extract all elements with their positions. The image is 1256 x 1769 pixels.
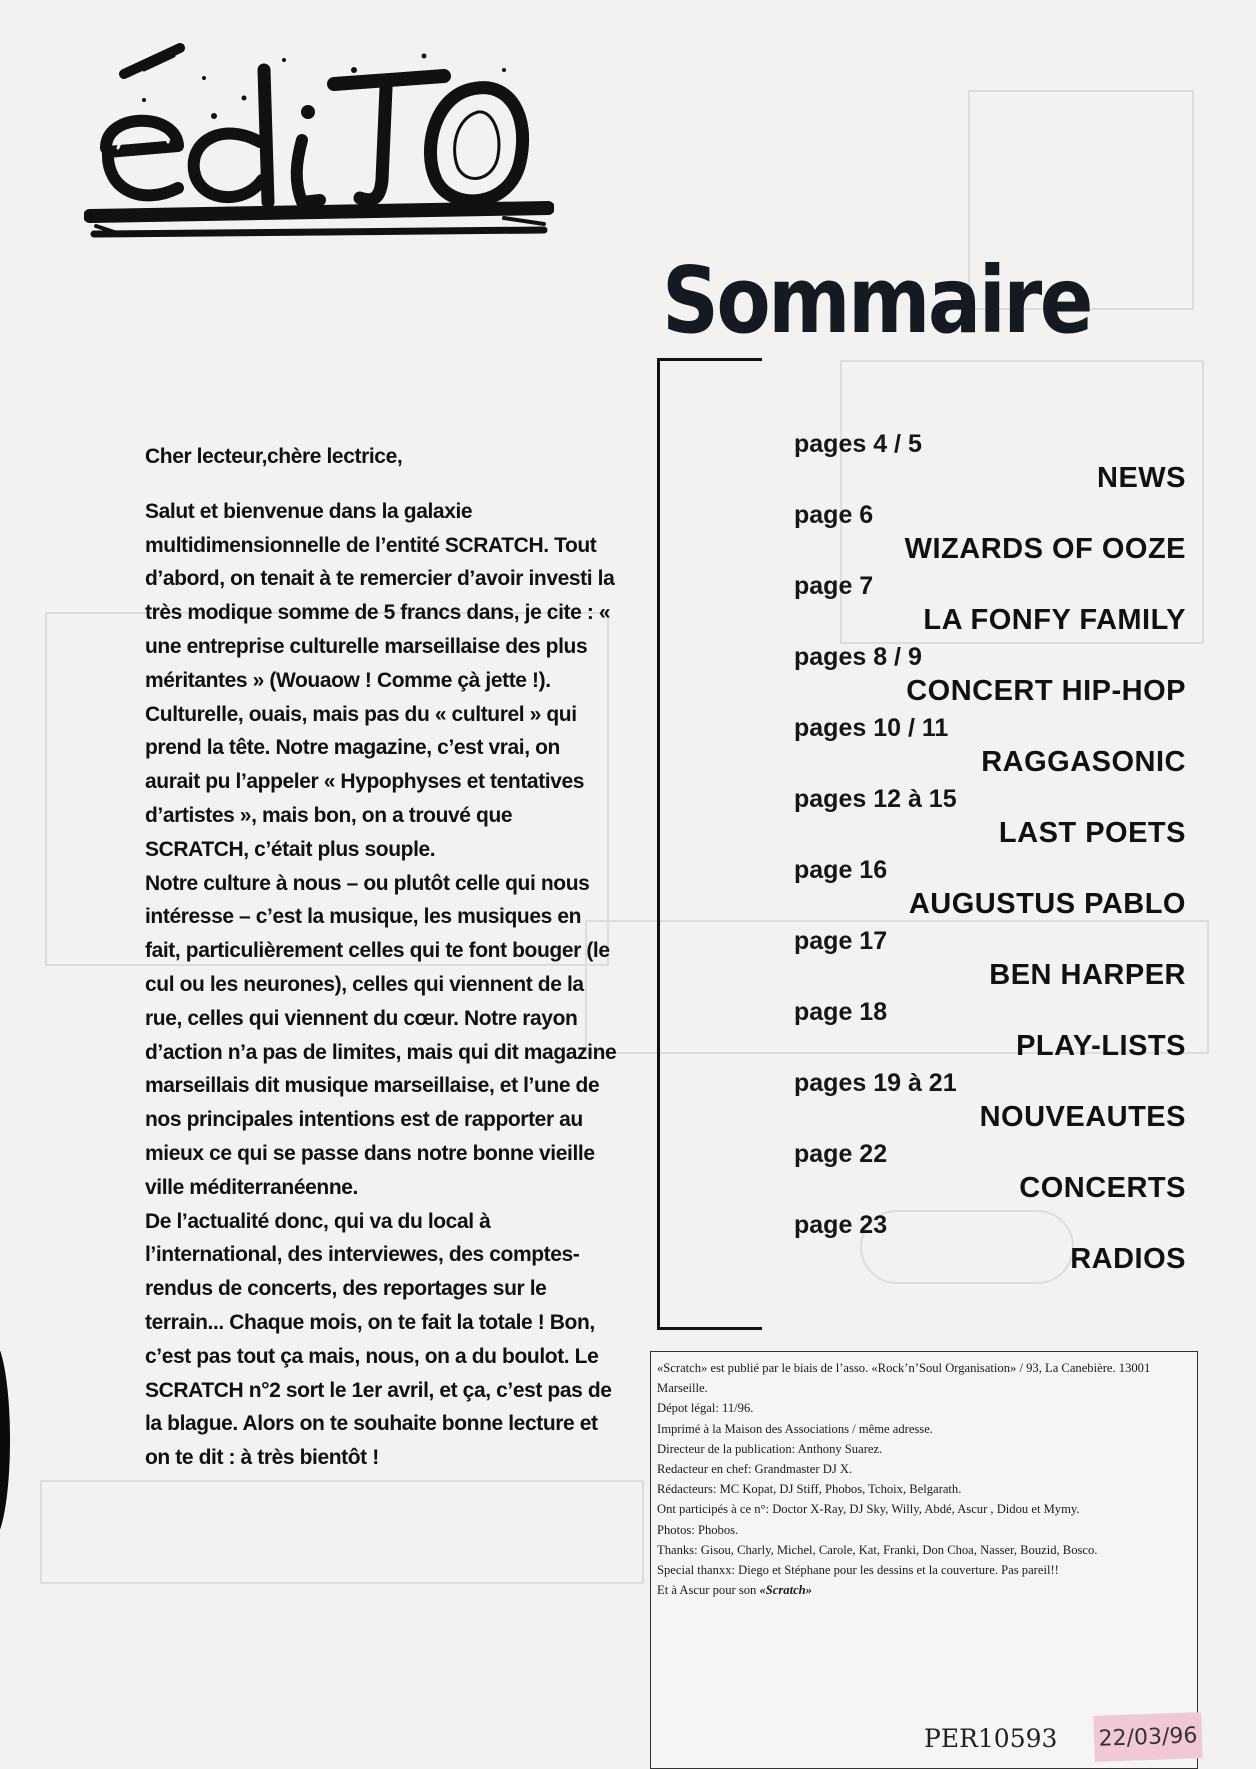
archive-code-stamp: PER10593 — [924, 1724, 1058, 1753]
letter-greeting: Cher lecteur,chère lectrice, — [145, 445, 403, 468]
toc-entry — [794, 1140, 1186, 1211]
letter-paragraph: Salut et bienvenue dans la galaxie multidimensionnelle de l’entité SCRATCH. Tout d’abord, on tenait à te remercier d’avoir investi la très modique somme de 5 francs dans, je cite : « une entreprise culturelle marseillaise des plus méritantes » (Wouaow ! Comme çà jette !). Culturelle, ouais, mais pas du « culturel » qui prend la tête. Notre magazine, c’est vrai, on aurait pu l’appeler « Hypophyses et tentatives d’artistes », mais bon, on a trouvé que SCRATCH, c’était plus souple. — [145, 499, 615, 861]
toc-page-number: pages 8 / 9 — [794, 643, 922, 671]
bleedthrough-box-bottom — [40, 1480, 644, 1584]
toc-page-number: page 6 — [794, 501, 874, 529]
bleedthrough-groove-town — [968, 96, 987, 168]
sommaire-title: Sommaire — [662, 247, 1091, 354]
credits-special-thanks: Special thanxx: Diego et Stéphane pour les dessins et la couverture. Pas pareil!! — [657, 1563, 1059, 1578]
credits-ascur-text: Et à Ascur pour son — [657, 1583, 760, 1598]
toc-entry — [794, 998, 1186, 1069]
letter-paragraph: De l’actualité donc, qui va du local à l’international, des interviewes, des comptes-rendus de concerts, des reportages sur le terrain... Chaque mois, on te fait la totale ! Bon, c’est pas tout ça mais, nous, on a du boulot. Le SCRATCH n°2 sort le 1er avril, et ça, c’est pas de la blague. Alors on te souhaite bonne lecture et on te dit : à très bientôt ! — [145, 1209, 612, 1470]
toc-entry — [794, 856, 1186, 927]
toc-article-title: RADIOS — [1070, 1243, 1186, 1275]
toc-entry — [794, 714, 1186, 785]
toc-article-title: CONCERTS — [1019, 1172, 1186, 1204]
toc-page-number: page 7 — [794, 572, 874, 600]
credits-editor-in-chief: Redacteur en chef: Grandmaster DJ X. — [657, 1462, 853, 1477]
credits-ascur — [657, 1580, 1191, 1600]
toc-page-number: pages 4 / 5 — [794, 430, 922, 458]
edito-logo-drawing — [84, 30, 554, 250]
toc-article-title: LAST POETS — [998, 817, 1186, 849]
edito-logo — [84, 30, 554, 250]
toc-page-number: page 17 — [794, 927, 888, 955]
toc-article-title: NEWS — [1097, 462, 1186, 494]
toc-page-number: pages 12 à 15 — [794, 785, 957, 813]
toc-entry — [794, 430, 1186, 501]
credits-photos: Photos: Phobos. — [657, 1522, 739, 1537]
credits-contributors: Ont participés à ce n°: Doctor X-Ray, DJ Sky, Willy, Abdé, Ascur , Didou et Mymy. — [657, 1502, 1080, 1517]
toc-page-number: pages 10 / 11 — [794, 714, 949, 742]
credits-depot-legal: Dépot légal: 11/96. — [657, 1401, 754, 1416]
toc-article-title: CONCERT HIP-HOP — [906, 675, 1186, 707]
toc-page-number: page 16 — [794, 856, 888, 884]
sommaire-bracket-line — [657, 358, 762, 1330]
credits-box — [650, 1351, 1198, 1769]
credits-writers: Rédacteurs: MC Kopat, DJ Stiff, Phobos, Tchoix, Belgarath. — [657, 1482, 962, 1497]
credits-thanks: Thanks: Gisou, Charly, Michel, Carole, Kat, Franki, Don Choa, Nasser, Bouzid, Bosco. — [657, 1542, 1098, 1557]
toc-entry — [794, 572, 1186, 643]
toc-article-title: AUGUSTUS PABLO — [908, 888, 1186, 920]
toc-page-number: page 23 — [794, 1211, 888, 1239]
scratch-logo-text: «Scratch» — [759, 1583, 812, 1598]
credits-printer: Imprimé à la Maison des Associations / même adresse. — [657, 1421, 933, 1436]
toc-page-number: page 18 — [794, 998, 888, 1026]
toc-entry — [794, 927, 1186, 998]
toc-entry — [794, 501, 1186, 572]
toc-article-title: PLAY-LISTS — [1016, 1030, 1186, 1062]
date-stamp — [1093, 1712, 1203, 1762]
toc-article-title: NOUVEAUTES — [979, 1101, 1186, 1133]
toc-page-number: page 22 — [794, 1140, 888, 1168]
scan-edge-artifact — [0, 1340, 10, 1540]
toc-entry — [794, 643, 1186, 714]
toc-article-title: BEN HARPER — [989, 959, 1186, 991]
toc-entry — [794, 1069, 1186, 1140]
date-stamp-text: 22/03/96 — [1098, 1722, 1198, 1752]
toc-article-title: LA FONFY FAMILY — [923, 604, 1186, 636]
letter-paragraph: Notre culture à nous – ou plutôt celle qui nous intéresse – c’est la musique, les musiques en fait, particulièrement celles qui te font bouger (le cul ou les neurones), celles qui viennent de la rue, celles qui viennent du cœur. Notre rayon d’action n’a pas de limites, mais qui dit magazine marseillais dit musique marseillaise, et l’une de nos principales intentions est de rapporter au mieux ce qui se passe dans notre bonne vieille ville méditerranéenne. — [145, 871, 617, 1199]
editorial-letter — [145, 440, 617, 1475]
credits-director: Directeur de la publication: Anthony Suarez. — [657, 1441, 883, 1456]
toc-page-number: pages 19 à 21 — [794, 1069, 957, 1097]
toc-article-title: RAGGASONIC — [981, 746, 1186, 778]
toc-article-title: WIZARDS OF OOZE — [904, 533, 1186, 565]
credits-publisher: «Scratch» est publié par le biais de l’asso. «Rock’n’Soul Organisation» / 93, La Canebière. 13001 Marseille. — [657, 1361, 1151, 1396]
toc-entry — [794, 785, 1186, 856]
table-of-contents — [794, 430, 1186, 1282]
toc-entry — [794, 1211, 1186, 1282]
